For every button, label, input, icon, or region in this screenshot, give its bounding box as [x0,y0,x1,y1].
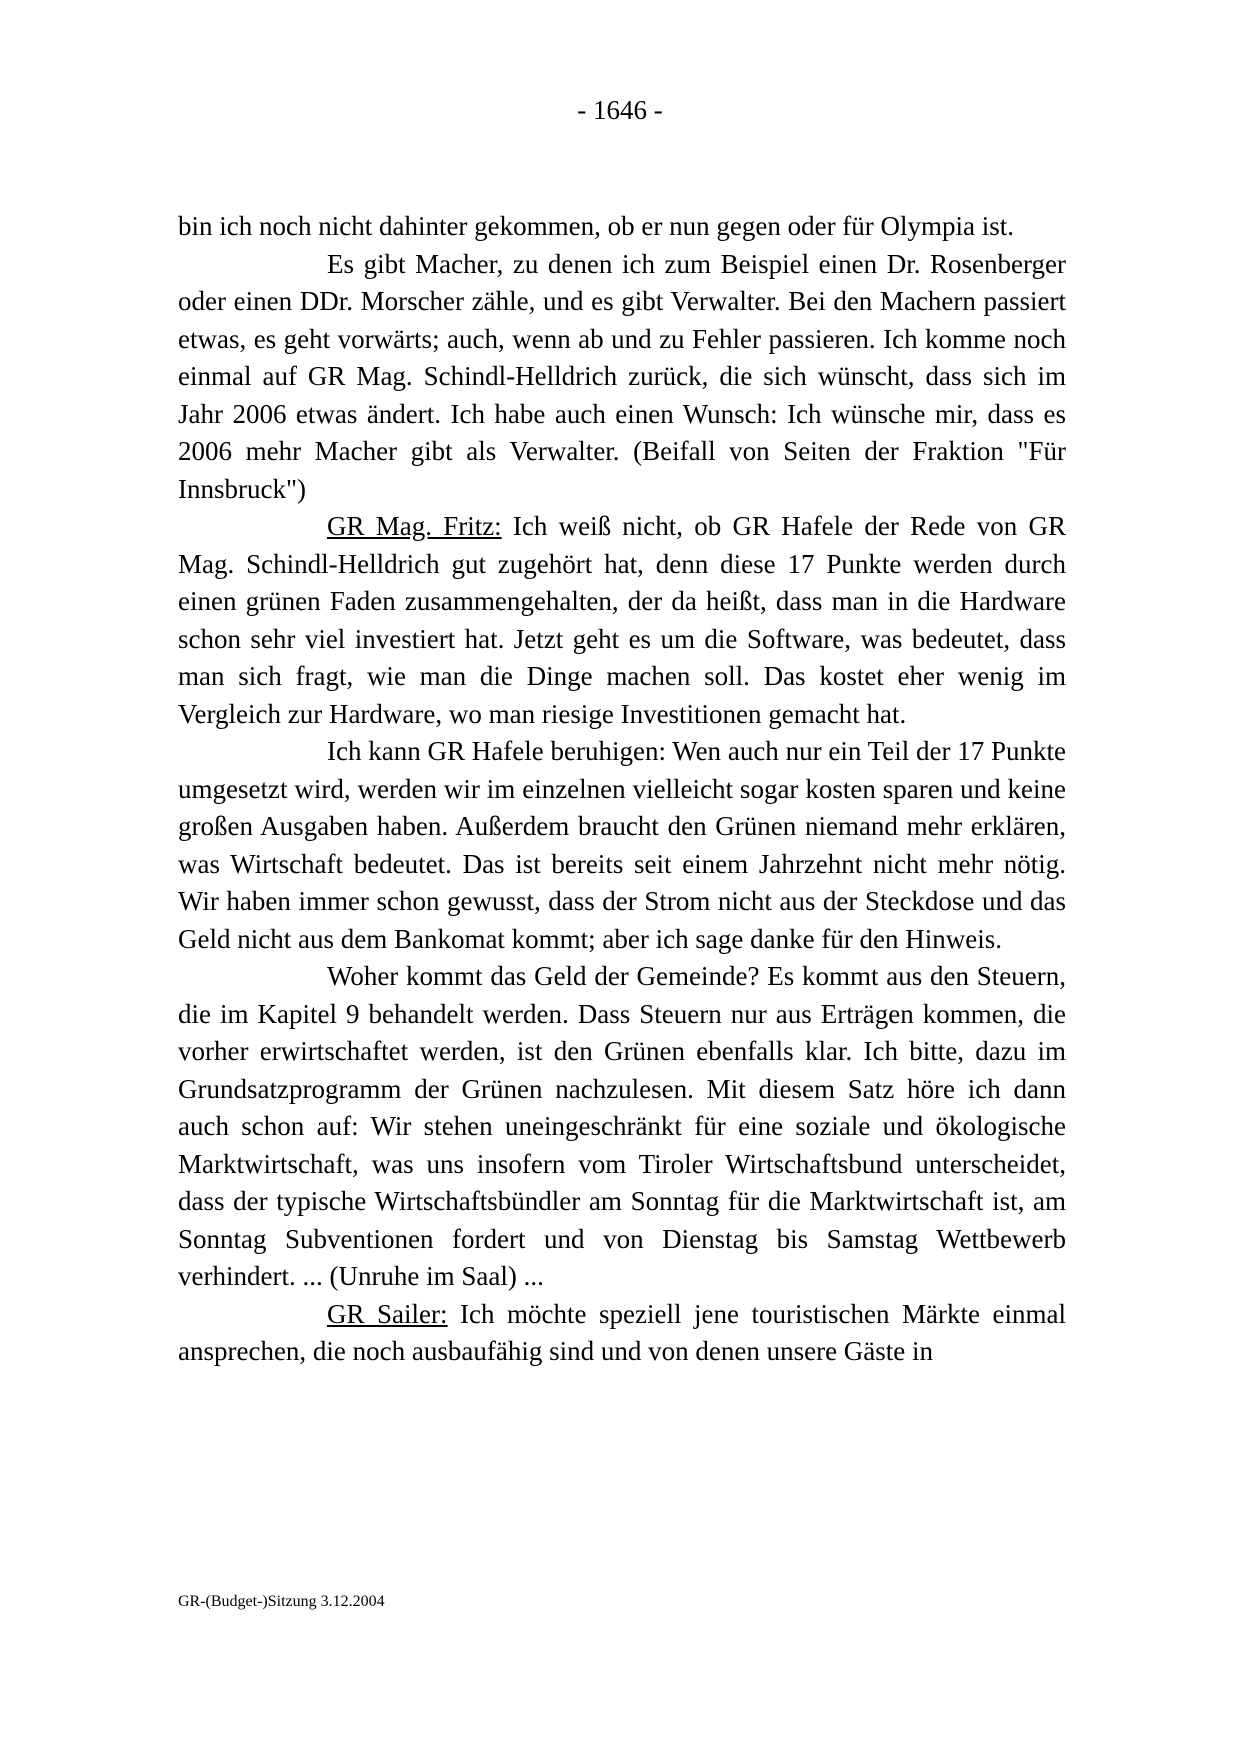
paragraph [178,1296,1066,1371]
paragraph-text: bin ich noch nicht dahinter gekommen, ob er nun gegen oder für Olympia ist. [178,211,1015,241]
paragraph-text: Woher kommt das Geld der Gemeinde? Es kommt aus den Steuern, die im Kapitel 9 behandelt werden. Dass Steuern nur aus Erträgen kommen, die vorher erwirtschaftet werden, ist den Grünen ebenfalls klar. Ich bitte, dazu im Grundsatzprogramm der Grünen nachzulesen. Mit diesem Satz höre ich dann auch schon auf: Wir stehen uneingeschränkt für eine soziale und ökologische Marktwirtschaft, was uns insofern vom Tiroler Wirtschaftsbund unterscheidet, dass der typische Wirtschaftsbündler am Sonntag für die Marktwirtschaft ist, am Sonntag Subventionen fordert und von Dienstag bis Samstag Wettbewerb verhindert. ... (Unruhe im Saal) ... [178,961,1066,1291]
paragraph [178,508,1066,733]
paragraph [178,733,1066,958]
paragraph [178,246,1066,509]
paragraph-text: Ich möchte speziell jene touristischen Märkte einmal ansprechen, die noch ausbaufähig sind und von denen unsere Gäste in [178,1298,1066,1366]
paragraph [178,208,1066,246]
session-footer: GR-(Budget-)Sitzung 3.12.2004 [178,1593,385,1610]
paragraph-text: Ich kann GR Hafele beruhigen: Wen auch nur ein Teil der 17 Punkte umgesetzt wird, werden wir im einzelnen vielleicht sogar kosten sparen und keine großen Ausgaben haben. Außerdem braucht den Grünen niemand mehr erklären, was Wirtschaft bedeutet. Das ist bereits seit einem Jahrzehnt nicht mehr nötig. Wir haben immer schon gewusst, dass der Strom nicht aus der Steckdose und das Geld nicht aus dem Bankomat kommt; aber ich sage danke für den Hinweis. [178,736,1066,954]
paragraph [178,958,1066,1296]
paragraph-text: Ich weiß nicht, ob GR Hafele der Rede von GR Mag. Schindl-Helldrich gut zugehört hat, denn diese 17 Punkte werden durch einen grünen Faden zusammengehalten, der da heißt, dass man in die Hardware schon sehr viel investiert hat. Jetzt geht es um die Software, was bedeutet, dass man sich fragt, wie man die Dinge machen soll. Das kostet eher wenig im Vergleich zur Hardware, wo man riesige Investitionen gemacht hat. [178,511,1066,729]
speaker-name: GR Sailer: [327,1298,448,1329]
paragraph-text: Es gibt Macher, zu denen ich zum Beispiel einen Dr. Rosenberger oder einen DDr. Morscher zähle, und es gibt Verwalter. Bei den Machern passiert etwas, es geht vorwärts; auch, wenn ab und zu Fehler passieren. Ich komme noch einmal auf GR Mag. Schindl-Helldrich zurück, die sich wünscht, dass sich im Jahr 2006 etwas ändert. Ich habe auch einen Wunsch: Ich wünsche mir, dass es 2006 mehr Macher gibt als Verwalter. (Beifall von Seiten der Fraktion "Für Innsbruck") [178,248,1066,504]
page-number: - 1646 - [577,95,663,125]
document-body [178,208,1066,1371]
speaker-name: GR Mag. Fritz: [327,511,502,541]
